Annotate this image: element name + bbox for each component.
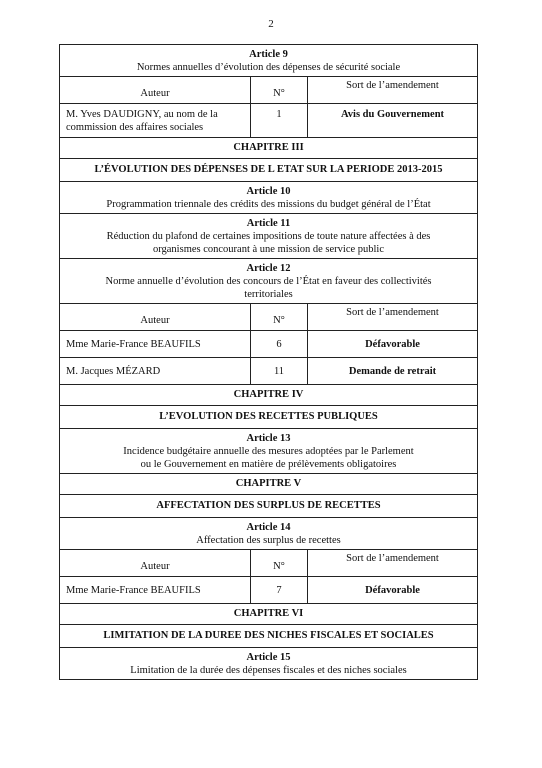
chapter-subtitle: AFFECTATION DES SURPLUS DE RECETTES xyxy=(156,500,381,511)
article-description: Incidence budgétaire annuelle des mesures adoptées par le Parlement xyxy=(123,446,414,457)
article-12-header xyxy=(60,259,477,304)
number-cell: 6 xyxy=(251,331,308,357)
article-description: organismes concourant à une mission de service public xyxy=(152,244,385,255)
number-cell: 1 xyxy=(251,104,308,137)
status-cell: Défavorable xyxy=(365,339,420,350)
status-column-header: Sort de l’amendement xyxy=(346,307,439,318)
chapter-5-header xyxy=(60,474,477,518)
article-10-header xyxy=(60,182,477,214)
article-9-header xyxy=(60,45,477,77)
article-description: Normes annuelles d’évolution des dépenses de sécurité sociale xyxy=(136,62,401,73)
article-description: Limitation de la durée des dépenses fiscales et des niches sociales xyxy=(130,665,407,676)
article-11-header xyxy=(60,214,477,259)
article-description: Programmation triennale des crédits des missions du budget général de l’État xyxy=(106,199,431,210)
number-column-header: N° xyxy=(251,550,308,576)
article-description: Norme annuelle d’évolution des concours de l’État en faveur des collectivités xyxy=(105,276,432,287)
table-header-row xyxy=(60,77,477,104)
author-line: commission des affaires sociales xyxy=(66,122,204,133)
number-cell: 11 xyxy=(251,358,308,384)
number-column-header: N° xyxy=(251,304,308,330)
chapter-title: CHAPITRE III xyxy=(60,138,477,159)
author-cell: M. Jacques MÉZARD xyxy=(60,358,251,384)
author-column-header: Auteur xyxy=(60,77,251,103)
author-cell: Mme Marie-France BEAUFILS xyxy=(60,577,251,603)
author-line: M. Yves DAUDIGNY, au nom de la xyxy=(66,109,218,120)
status-cell: Avis du Gouvernement xyxy=(340,109,445,120)
status-cell: Défavorable xyxy=(365,585,420,596)
article-title: Article 10 xyxy=(246,186,291,197)
author-column-header: Auteur xyxy=(60,304,251,330)
article-description: ou le Gouvernement en matière de prélèvements obligatoires xyxy=(140,459,397,470)
table-row xyxy=(60,104,477,138)
chapter-4-header xyxy=(60,385,477,429)
table-row xyxy=(60,358,477,385)
article-title: Article 15 xyxy=(246,652,291,663)
amendments-table xyxy=(59,44,478,680)
table-row xyxy=(60,577,477,604)
chapter-title: CHAPITRE IV xyxy=(60,385,477,406)
author-cell: Mme Marie-France BEAUFILS xyxy=(60,331,251,357)
chapter-3-header xyxy=(60,138,477,182)
article-description: Affectation des surplus de recettes xyxy=(196,535,341,546)
number-cell: 7 xyxy=(251,577,308,603)
article-title: Article 13 xyxy=(246,433,291,444)
chapter-title: CHAPITRE VI xyxy=(60,604,477,625)
article-title: Article 12 xyxy=(246,263,291,274)
table-row xyxy=(60,331,477,358)
article-14-header xyxy=(60,518,477,550)
chapter-subtitle: L’EVOLUTION DES RECETTES PUBLIQUES xyxy=(159,411,378,422)
chapter-subtitle: L’ÉVOLUTION DES DÉPENSES DE L ETAT SUR LA PERIODE 2013-2015 xyxy=(94,164,443,175)
article-15-header xyxy=(60,648,477,680)
article-description: territoriales xyxy=(244,289,293,300)
author-cell xyxy=(60,104,251,137)
author-column-header: Auteur xyxy=(60,550,251,576)
status-column-header: Sort de l’amendement xyxy=(346,80,439,91)
status-cell: Demande de retrait xyxy=(348,366,437,377)
article-title: Article 11 xyxy=(246,218,291,229)
article-title: Article 9 xyxy=(249,49,288,60)
chapter-subtitle: LIMITATION DE LA DUREE DES NICHES FISCALES ET SOCIALES xyxy=(103,630,434,641)
page-number: 2 xyxy=(268,18,274,30)
number-column-header: N° xyxy=(251,77,308,103)
table-header-row xyxy=(60,304,477,331)
table-header-row xyxy=(60,550,477,577)
chapter-6-header xyxy=(60,604,477,648)
article-13-header xyxy=(60,429,477,474)
article-description: Réduction du plafond de certaines impositions de toute nature affectées à des xyxy=(106,231,431,242)
article-title: Article 14 xyxy=(246,522,291,533)
status-column-header: Sort de l’amendement xyxy=(346,553,439,564)
chapter-title: CHAPITRE V xyxy=(60,474,477,495)
